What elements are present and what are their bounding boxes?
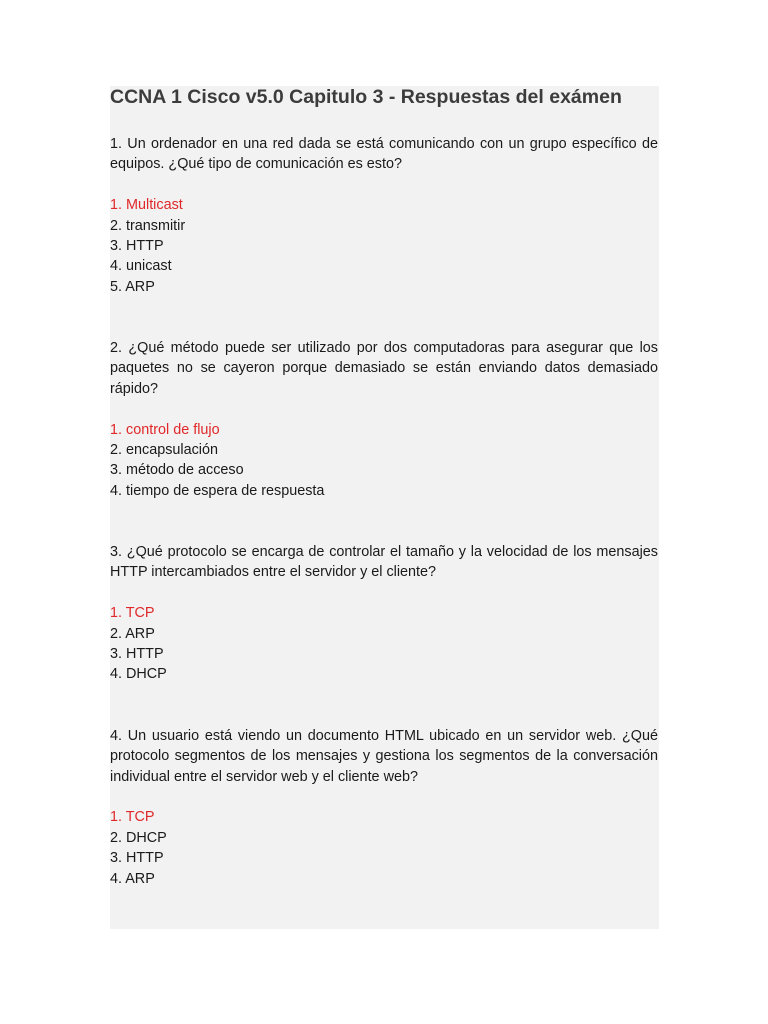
answer-option-correct: 1. TCP: [110, 605, 155, 622]
answer-list: [110, 603, 658, 685]
question-2: [110, 338, 658, 501]
answer-option: 3. HTTP: [110, 646, 164, 663]
question-text: 3. ¿Qué protocolo se encarga de controlar el tamaño y la velocidad de los mensajes HTTP intercambiados entre el servidor y el cliente?: [110, 544, 658, 581]
question-4: [110, 726, 658, 889]
answer-option: 2. ARP: [110, 625, 155, 642]
question-text: 2. ¿Qué método puede ser utilizado por dos computadoras para asegurar que los paquetes no se cayeron porque demasiado se están enviando datos demasiado rápido?: [110, 340, 658, 397]
answer-list: [110, 195, 658, 297]
questions-container: [110, 134, 658, 889]
answer-option: 4. DHCP: [110, 666, 167, 683]
answer-option: 3. HTTP: [110, 850, 164, 867]
question-1: [110, 134, 658, 297]
answer-option: 3. HTTP: [110, 238, 164, 255]
question-3: [110, 542, 658, 685]
document-title: CCNA 1 Cisco v5.0 Capitulo 3 - Respuestas del exámen: [110, 86, 622, 108]
answer-option-correct: 1. TCP: [110, 809, 155, 826]
answer-option-correct: 1. control de flujo: [110, 421, 220, 438]
answer-option: 2. encapsulación: [110, 442, 219, 459]
answer-list: [110, 420, 658, 502]
answer-option: 5. ARP: [110, 278, 155, 295]
answer-option: 4. ARP: [110, 870, 155, 887]
question-text: 1. Un ordenador en una red dada se está comunicando con un grupo específico de equipos. ¿Qué tipo de comunicación es esto?: [110, 136, 658, 173]
answer-option: 4. tiempo de espera de respuesta: [110, 482, 325, 499]
question-text: 4. Un usuario está viendo un documento HTML ubicado en un servidor web. ¿Qué protocolo segmentos de los mensajes y gestiona los segmentos de la conversación individual entre el servidor web y el cliente web?: [110, 727, 658, 785]
answer-option: 2. DHCP: [110, 829, 167, 846]
answer-option: 4. unicast: [110, 258, 172, 275]
answer-option: 3. método de acceso: [110, 462, 244, 479]
answer-list: [110, 807, 658, 889]
answer-option: 2. transmitir: [110, 217, 186, 234]
answer-option-correct: 1. Multicast: [110, 197, 183, 214]
